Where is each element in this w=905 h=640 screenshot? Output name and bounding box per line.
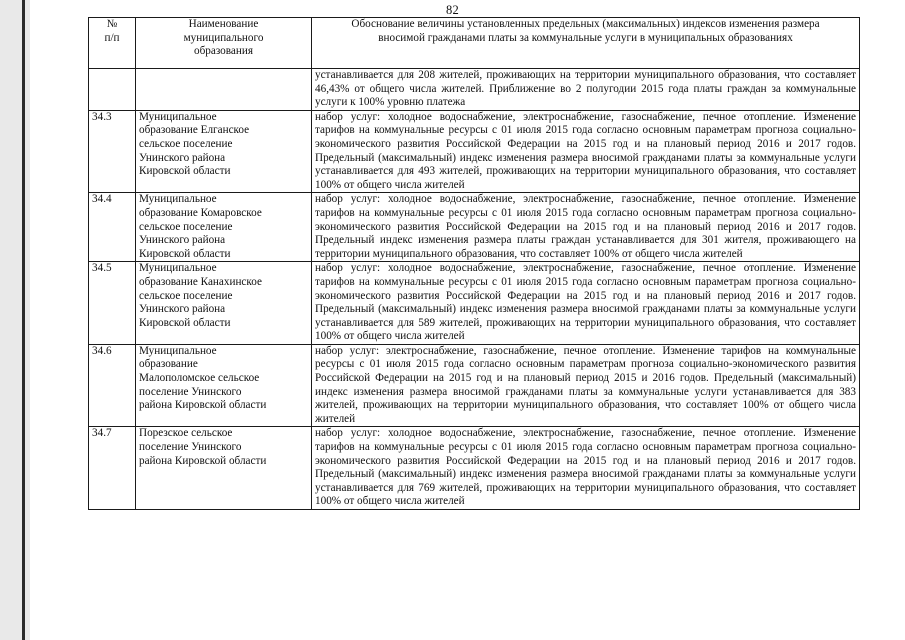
row-municipality: Муниципальное образование Комаровское сельское поселение Унинского района Кировской области — [136, 193, 312, 262]
table-row — [89, 427, 860, 510]
row-justification: набор услуг: электроснабжение, газоснабжение, печное отопление. Изменение тарифов на коммунальные ресурсы с 01 июля 2015 года согласно основным параметрам прогноза социально-экономического развития Российской Федерации на 2015 год и на плановый период 2015 и 2016 годов. Предельный (максимальный) индекс изменения размера вносимой гражданами платы за коммунальные услуги устанавливается для 383 жителей, проживающих на территории муниципального образования, что составляет 100% от общего числа жителей — [312, 344, 860, 427]
binding-edge-line — [22, 0, 25, 640]
table-row — [89, 110, 860, 193]
header-justification — [312, 18, 860, 69]
scan-left-edge — [0, 0, 30, 640]
row-justification: набор услуг: холодное водоснабжение, электроснабжение, газоснабжение, печное отопление. Изменение тарифов на коммунальные ресурсы с 01 июля 2015 года согласно основным параметрам прогноза социально-экономического развития Российской Федерации на 2015 год и на плановый период 2016 и 2017 годов. Предельный (максимальный) индекс изменения размера вносимой гражданами платы за коммунальные услуги устанавливается для 589 жителей, проживающих на территории муниципального образования, что составляет 100% от общего числа жителей — [312, 262, 860, 345]
row-municipality: Муниципальное образование Малополомское сельское поселение Унинского района Кировской области — [136, 344, 312, 427]
table-header-row — [89, 18, 860, 69]
continuation-number-cell — [89, 69, 136, 111]
table-row — [89, 344, 860, 427]
header-municipality-label: Наименование муниципального образования — [183, 18, 264, 58]
page-number: 82 — [446, 3, 459, 17]
header-number — [89, 18, 136, 69]
table-row-continuation — [89, 69, 860, 111]
table-row — [89, 193, 860, 262]
row-municipality: Порезское сельское поселение Унинского района Кировской области — [136, 427, 312, 510]
continuation-name-cell — [136, 69, 312, 111]
tariff-index-table — [88, 17, 860, 510]
row-number: 34.7 — [89, 427, 136, 510]
row-number: 34.4 — [89, 193, 136, 262]
row-municipality: Муниципальное образование Канахинское сельское поселение Унинского района Кировской области — [136, 262, 312, 345]
header-number-label: № п/п — [104, 18, 120, 44]
header-justification-label: Обоснование величины установленных предельных (максимальных) индексов изменения размера вносимой гражданами платы за коммунальные услуги в муниципальных образованиях — [351, 18, 820, 44]
row-number: 34.3 — [89, 110, 136, 193]
row-justification: набор услуг: холодное водоснабжение, электроснабжение, газоснабжение, печное отопление. Изменение тарифов на коммунальные ресурсы с 01 июля 2015 года согласно основным параметрам прогноза социально-экономического развития Российской Федерации на 2015 год и на плановый период 2016 и 2017 годов. Предельный (максимальный) индекс изменения размера вносимой гражданами платы за коммунальные услуги устанавливается для 769 жителей, проживающих на территории муниципального образования, что составляет 100% от общего числа жителей — [312, 427, 860, 510]
table-row — [89, 262, 860, 345]
row-justification: набор услуг: холодное водоснабжение, электроснабжение, газоснабжение, печное отопление. Изменение тарифов на коммунальные ресурсы с 01 июля 2015 года согласно основным параметрам прогноза социально-экономического развития Российской Федерации на 2015 год и на плановый период 2016 и 2017 годов. Предельный (максимальный) индекс изменения размера вносимой гражданами платы за коммунальные услуги устанавливается для 493 жителей, проживающих на территории муниципального образования, что составляет 100% от общего числа жителей — [312, 110, 860, 193]
row-justification: набор услуг: холодное водоснабжение, электроснабжение, газоснабжение, печное отопление. Изменение тарифов на коммунальные ресурсы с 01 июля 2015 года согласно основным параметрам прогноза социально-экономического развития Российской Федерации на 2015 год и на плановый период 2016 и 2017 годов. Предельный индекс изменения размера платы граждан устанавливается для 301 жителя, проживающего на территории муниципального образования, что составляет 100% от общего числа жителей — [312, 193, 860, 262]
header-municipality — [136, 18, 312, 69]
continuation-text: устанавливается для 208 жителей, проживающих на территории муниципального образования, что составляет 46,43% от общего числа жителей. Приближение во 2 полугодии 2015 года платы граждан за коммунальные услуги к 100% уровню платежа — [312, 69, 860, 111]
row-number: 34.6 — [89, 344, 136, 427]
row-number: 34.5 — [89, 262, 136, 345]
row-municipality: Муниципальное образование Елганское сельское поселение Унинского района Кировской области — [136, 110, 312, 193]
